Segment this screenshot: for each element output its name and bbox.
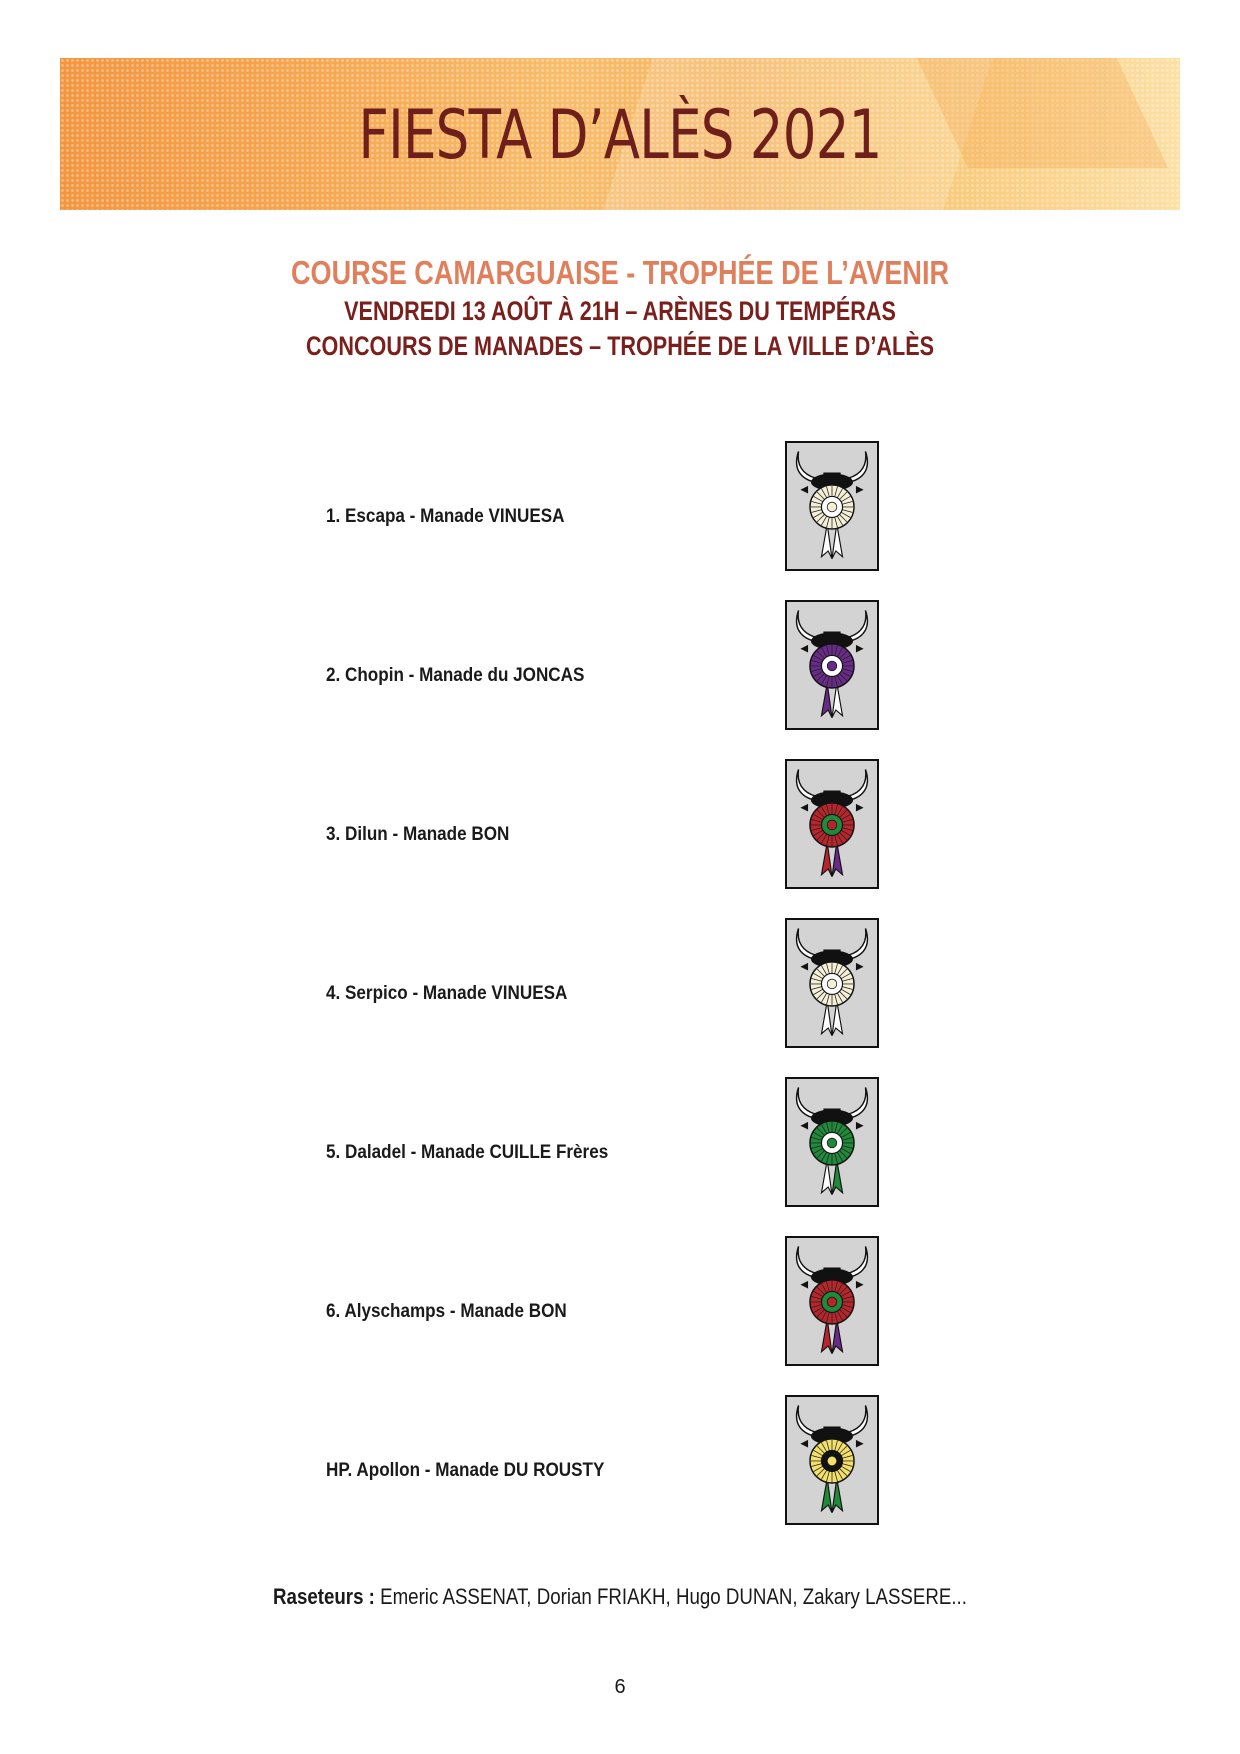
entry-label: 5. Daladel - Manade CUILLE Frères bbox=[326, 1142, 609, 1163]
manade-cocarde-icon bbox=[785, 918, 879, 1048]
contest-line: CONCOURS DE MANADES – TROPHÉE DE LA VILLE D’ALÈS bbox=[305, 331, 935, 361]
event-date-line: VENDREDI 13 AOÛT À 21H – ARÈNES DU TEMPÉRAS bbox=[344, 296, 896, 326]
entry-label: 2. Chopin - Manade du JONCAS bbox=[326, 665, 585, 686]
manade-cocarde-icon bbox=[785, 759, 879, 889]
manade-cocarde-icon bbox=[785, 1395, 879, 1525]
event-title: COURSE CAMARGUAISE - TROPHÉE DE L’AVENIR bbox=[290, 254, 950, 291]
page-number: 6 bbox=[614, 1676, 626, 1698]
raseteurs-line bbox=[93, 1584, 1147, 1610]
header-banner bbox=[60, 58, 1180, 210]
manade-cocarde-icon bbox=[785, 1077, 879, 1207]
raseteurs-names: Emeric ASSENAT, Dorian FRIAKH, Hugo DUNAN, Zakary LASSERE... bbox=[380, 1584, 967, 1609]
entry-label: HP. Apollon - Manade DU ROUSTY bbox=[326, 1460, 605, 1481]
manade-cocarde-icon bbox=[785, 441, 879, 571]
raseteurs-label: Raseteurs : bbox=[273, 1584, 375, 1609]
manade-cocarde-icon bbox=[785, 600, 879, 730]
entry-label: 6. Alyschamps - Manade BON bbox=[326, 1301, 567, 1322]
entry-label: 4. Serpico - Manade VINUESA bbox=[326, 983, 568, 1004]
entry-label: 3. Dilun - Manade BON bbox=[326, 824, 510, 845]
page-title: FIESTA D’ALÈS 2021 bbox=[358, 96, 882, 175]
entry-label: 1. Escapa - Manade VINUESA bbox=[326, 506, 565, 527]
manade-cocarde-icon bbox=[785, 1236, 879, 1366]
